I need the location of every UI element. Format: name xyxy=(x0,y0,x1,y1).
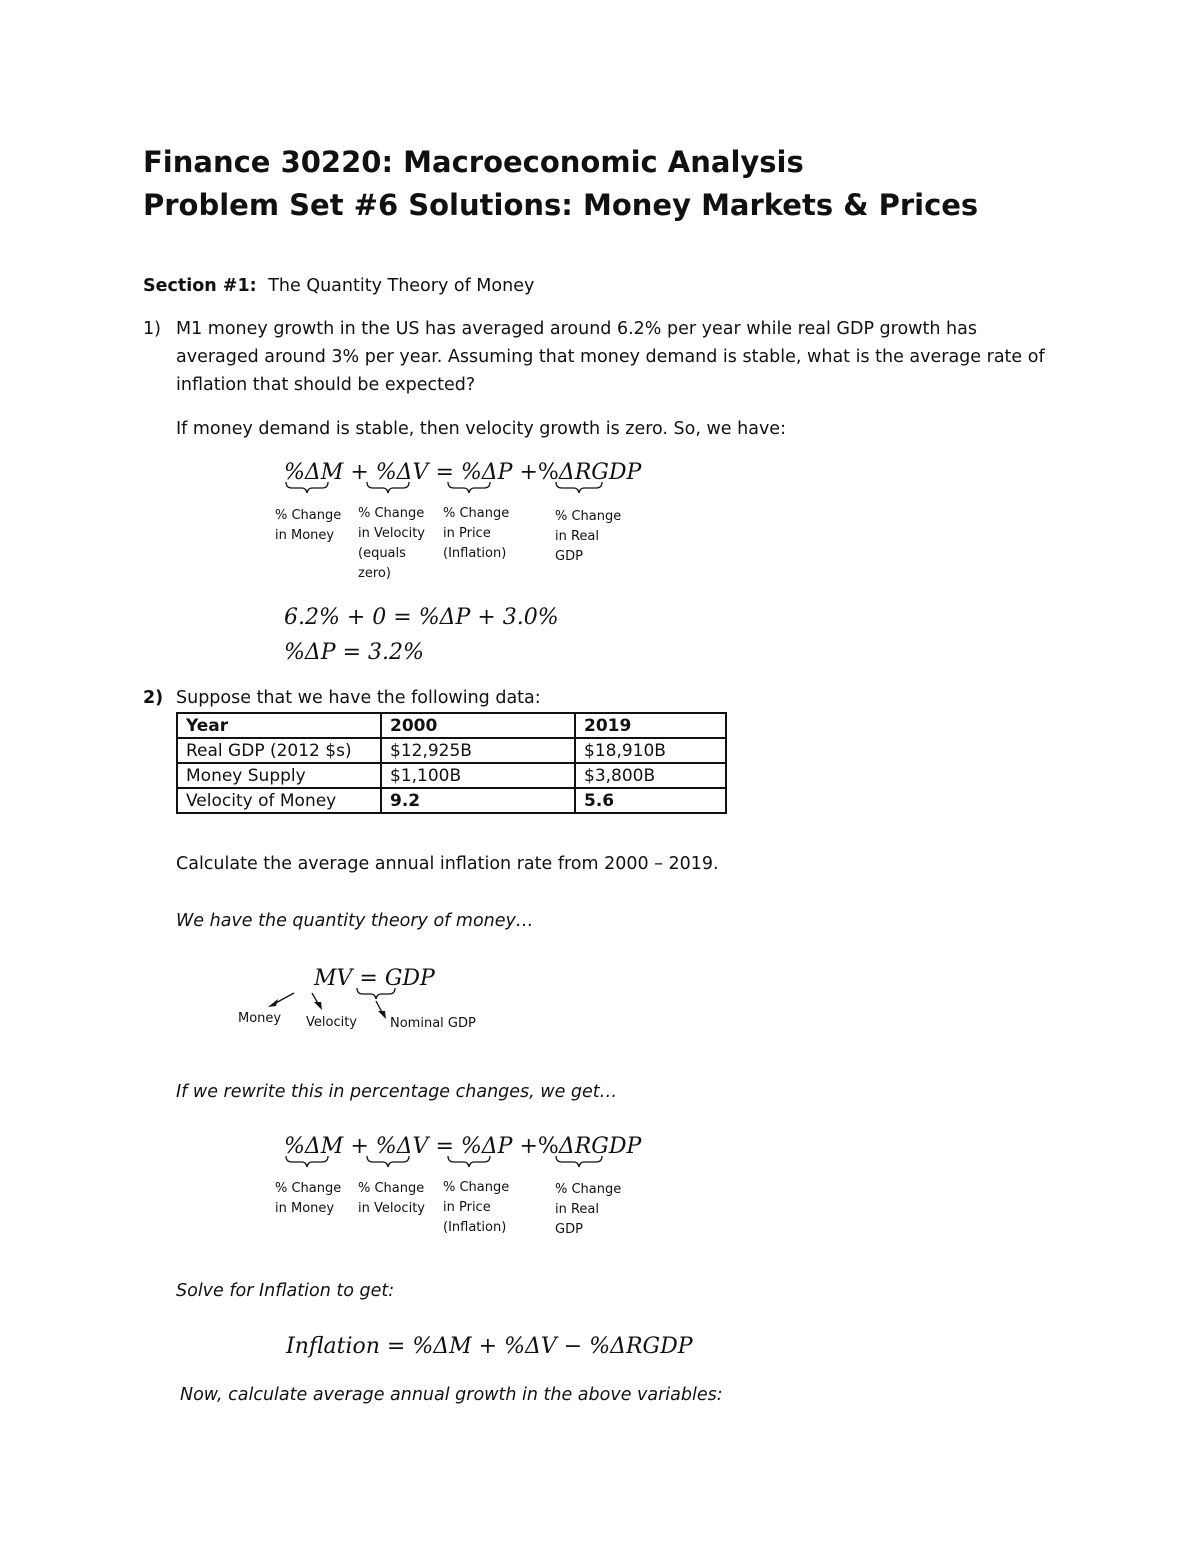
eq-term-velocity: %ΔV xyxy=(375,460,429,485)
brace-rgdp-2 xyxy=(556,1156,602,1167)
brace-price-1 xyxy=(448,482,490,493)
table-cell: 5.6 xyxy=(575,788,726,813)
eq2-term-rgdp: ΔRGDP xyxy=(558,1134,642,1159)
brace-rgdp-1 xyxy=(556,482,602,493)
inflation-equation: Inflation = %ΔM + %ΔV − %ΔRGDP xyxy=(286,1334,693,1359)
q2-task: Calculate the average annual inflation rate from 2000 – 2019. xyxy=(176,854,719,874)
eq-term-money: %ΔM xyxy=(284,460,344,485)
q1-calc-line1: 6.2% + 0 = %ΔP + 3.0% xyxy=(284,605,559,630)
table-header-cell: Year xyxy=(177,713,381,738)
brace-velocity-1 xyxy=(367,482,409,493)
arrowhead-money xyxy=(268,999,278,1007)
q1-text-line3: inflation that should be expected? xyxy=(176,375,476,395)
problem-set-title: Problem Set #6 Solutions: Money Markets & Prices xyxy=(143,188,979,222)
label-price-2: % Change in Price (Inflation) xyxy=(443,1180,510,1235)
label-money-1: % Change in Money xyxy=(275,508,342,543)
label-velocity-2: % Change in Velocity xyxy=(358,1181,425,1216)
table-cell: Velocity of Money xyxy=(177,788,381,813)
brace-money-2 xyxy=(286,1156,328,1167)
table-cell: 9.2 xyxy=(381,788,575,813)
label-rgdp-2: % Change in Real GDP xyxy=(555,1182,622,1237)
mv-equation: MV = GDP xyxy=(314,966,435,991)
label-velocity-1: % Change in Velocity (equals zero) xyxy=(358,506,425,581)
q2-intro: Suppose that we have the following data: xyxy=(176,688,541,708)
eq2-term-velocity: %ΔV xyxy=(375,1134,429,1159)
mv-label-money: Money xyxy=(238,1011,282,1026)
table-cell: $12,925B xyxy=(381,738,575,763)
section-label: Section #1: xyxy=(143,276,257,296)
table-cell: $1,100B xyxy=(381,763,575,788)
eq-equals: = xyxy=(435,460,454,485)
q2-final-instruction: Now, calculate average annual growth in the above variables: xyxy=(180,1385,723,1405)
table-cell: $3,800B xyxy=(575,763,726,788)
mv-label-gdp: Nominal GDP xyxy=(390,1016,476,1031)
eq2-equals: = xyxy=(435,1134,454,1159)
eq2-plus: + xyxy=(350,1134,369,1159)
course-title: Finance 30220: Macroeconomic Analysis xyxy=(143,145,804,179)
q1-text-line1: M1 money growth in the US has averaged around 6.2% per year while real GDP growth has xyxy=(176,319,977,339)
brace-money-1 xyxy=(286,482,328,493)
eq-plus: + xyxy=(350,460,369,485)
arrowhead-velocity xyxy=(314,1002,322,1010)
q2-number: 2) xyxy=(143,688,164,708)
label-rgdp-1: % Change in Real GDP xyxy=(555,509,622,564)
brace-price-2 xyxy=(448,1156,490,1167)
q2-pct-intro: If we rewrite this in percentage changes, we get… xyxy=(176,1082,618,1102)
label-money-2: % Change in Money xyxy=(275,1181,342,1216)
brace-velocity-2 xyxy=(367,1156,409,1167)
label-price-1: % Change in Price (Inflation) xyxy=(443,506,510,561)
q1-answer: If money demand is stable, then velocity growth is zero. So, we have: xyxy=(176,419,786,439)
q2-solve-intro: Solve for Inflation to get: xyxy=(176,1281,395,1301)
table-cell: Money Supply xyxy=(177,763,381,788)
brace-gdp xyxy=(357,988,395,999)
mv-label-velocity: Velocity xyxy=(306,1015,357,1030)
q1-calc-line2: %ΔP = 3.2% xyxy=(284,640,424,665)
eq-plus-percent: +% xyxy=(519,460,559,485)
q1-number: 1) xyxy=(143,319,161,339)
table-cell: Real GDP (2012 $s) xyxy=(177,738,381,763)
arrowhead-gdp xyxy=(378,1011,386,1019)
table-cell: $18,910B xyxy=(575,738,726,763)
q1-text-line2: averaged around 3% per year. Assuming that money demand is stable, what is the average rate of xyxy=(176,347,1045,367)
q2-qt-intro: We have the quantity theory of money… xyxy=(176,911,534,931)
section-name: The Quantity Theory of Money xyxy=(268,276,535,296)
eq2-plus-percent: +% xyxy=(519,1134,559,1159)
eq2-term-price: %ΔP xyxy=(460,1134,513,1159)
table-header-cell: 2019 xyxy=(575,713,726,738)
eq-term-price: %ΔP xyxy=(460,460,513,485)
eq-term-rgdp: ΔRGDP xyxy=(558,460,642,485)
eq2-term-money: %ΔM xyxy=(284,1134,344,1159)
table-header-cell: 2000 xyxy=(381,713,575,738)
